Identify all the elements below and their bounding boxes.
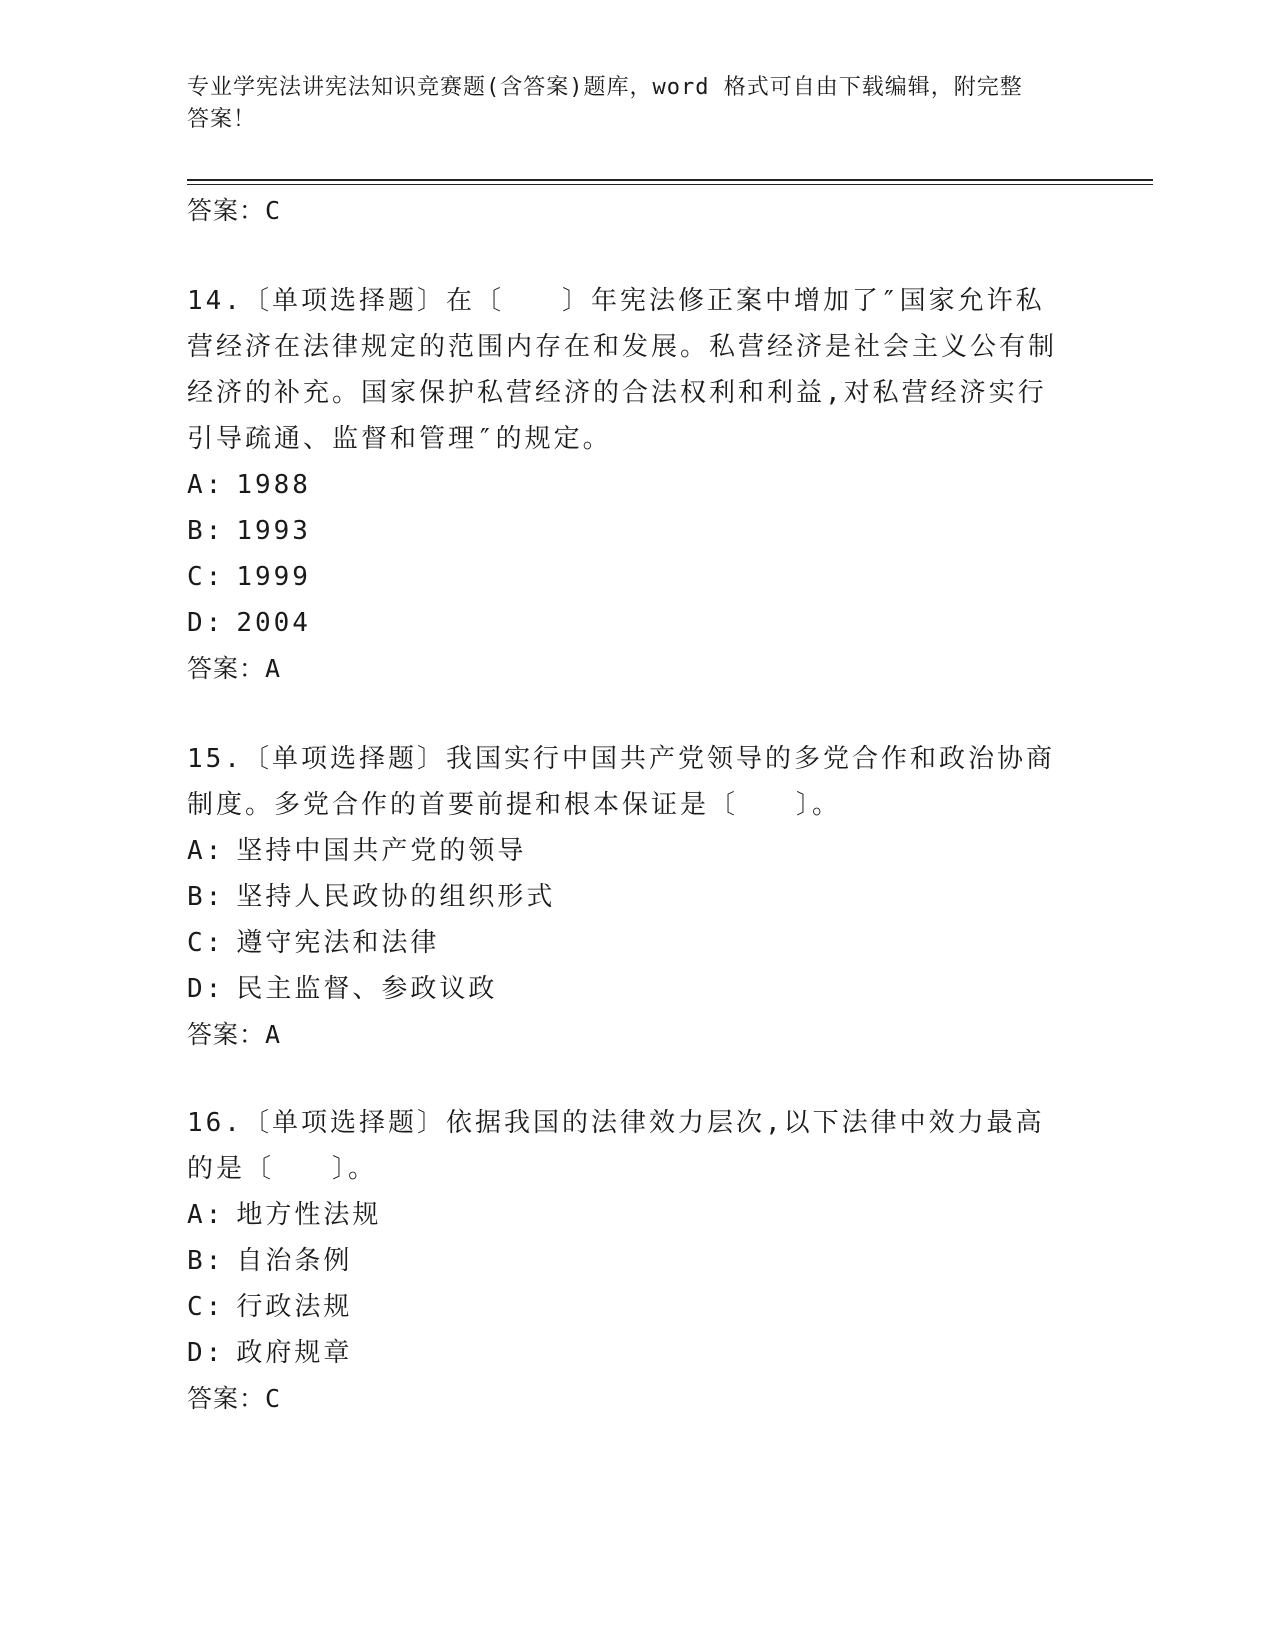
option-key: B: [187,1246,225,1276]
option-value: 政府规章 [236,1338,353,1368]
option-key: D: [187,1338,225,1368]
previous-answer: 答案：C [187,196,282,225]
header-divider-thin [187,184,1153,185]
question-text: 15.〔单项选择题〕我国实行中国共产党领导的多党合作和政治协商制度。多党合作的首要前提和根本保证是〔 〕。 [187,744,1055,820]
option-b [187,508,1067,554]
option-a [187,828,1067,874]
option-a [187,1192,1067,1238]
option-value: 1988 [236,470,311,500]
option-value: 自治条例 [236,1246,353,1276]
option-d [187,600,1067,646]
answer-line: 答案：C [187,1384,282,1413]
option-key: B: [187,516,225,546]
option-d [187,966,1067,1012]
answer-line: 答案：A [187,654,282,683]
option-value: 行政法规 [236,1292,353,1322]
option-key: D: [187,974,225,1004]
header-divider-thick [187,179,1153,181]
option-c [187,920,1067,966]
option-d [187,1330,1067,1376]
question-14 [187,278,1067,692]
option-key: C: [187,1292,225,1322]
option-key: A: [187,1200,225,1230]
option-c [187,1284,1067,1330]
option-value: 遵守宪法和法律 [236,928,440,958]
question-text: 14.〔单项选择题〕在〔 〕年宪法修正案中增加了″国家允许私营经济在法律规定的范围内存在和发展。私营经济是社会主义公有制经济的补充。国家保护私营经济的合法权利和利益,对私营经济实行引导疏通、监督和管理″的规定。 [187,286,1058,454]
option-key: C: [187,928,225,958]
question-16 [187,1100,1067,1422]
option-value: 坚持人民政协的组织形式 [236,882,556,912]
option-key: B: [187,882,225,912]
option-a [187,462,1067,508]
option-key: A: [187,836,225,866]
question-text: 16.〔单项选择题〕依据我国的法律效力层次,以下法律中效力最高的是〔 〕。 [187,1108,1045,1184]
question-15 [187,736,1067,1058]
option-value: 1993 [236,516,311,546]
option-key: C: [187,562,225,592]
option-b [187,1238,1067,1284]
option-value: 2004 [236,608,311,638]
option-value: 民主监督、参政议政 [236,974,498,1004]
header-line-2: 答案！ [187,107,257,132]
option-value: 1999 [236,562,311,592]
option-value: 坚持中国共产党的领导 [236,836,527,866]
option-key: D: [187,608,225,638]
answer-line: 答案：A [187,1020,282,1049]
document-header [187,72,1067,136]
option-c [187,554,1067,600]
header-line-1: 专业学宪法讲宪法知识竞赛题(含答案)题库，word 格式可自由下载编辑，附完整 [187,75,1023,100]
option-value: 地方性法规 [236,1200,382,1230]
option-key: A: [187,470,225,500]
option-b [187,874,1067,920]
